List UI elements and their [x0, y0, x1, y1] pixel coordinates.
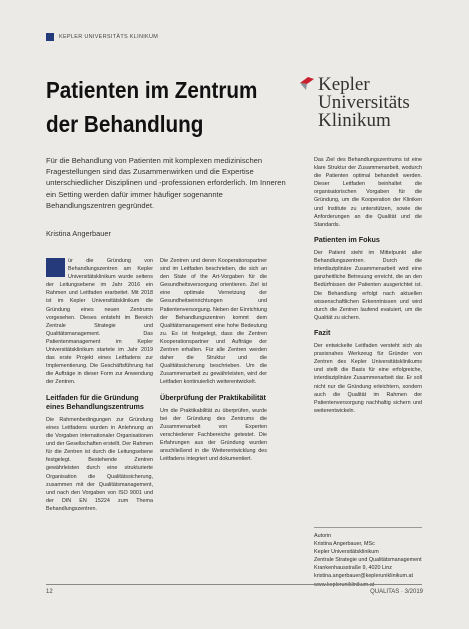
logo-line-3: Klinikum	[318, 110, 391, 131]
col1-paragraph-2: Die Rahmenbedingungen zur Gründung eines Leitfadens wurden in Anlehnung an die Vorgaben internationaler Organisationen und der Gesellschaften erstellt. Der Rahmen für die Zentren ist durch die Leitungsebene festgelegt. Bestehende Zentren gewährleisten durch eine strukturierte Organisation die Qualitätssicherung, zusammen mit der Qualitätsmanagement, und nach den Vorgaben von ISO 9001 und der DIN EN 15224 zum Thema Behandlungszentren.	[46, 416, 153, 512]
col1-subheading: Leitfaden für die Gründung eines Behandlungszentrums	[46, 392, 144, 411]
contact-divider	[314, 527, 422, 528]
kepler-logo-mark-icon	[298, 75, 316, 91]
footer-divider	[46, 584, 422, 585]
page-number: 12	[46, 589, 53, 595]
logo-line-1: Kepler	[318, 74, 370, 95]
contact-website-link[interactable]: www.kepleruniklinikum.at	[314, 581, 375, 588]
text-column-3	[314, 156, 422, 415]
col2-paragraph-2: Um die Praktikabilität zu überprüfen, wurde bei der Gründung des Zentrums die Zusammenarbeit von Experten verschiedener Fachbereiche getestet. Die Erfahrungen aus der Gründung wurden anschließend in die Weiterentwicklung des Leitfadens integriert und dokumentiert.	[160, 407, 267, 463]
col3-subheading-1: Patienten im Fokus	[314, 234, 380, 244]
text-column-2	[160, 257, 267, 463]
col2-subheading: Überprüfung der Praktikabilität	[160, 392, 266, 402]
contact-line: Kepler Universitätsklinikum	[314, 549, 379, 556]
article-intro: Für die Behandlung von Patienten mit komplexen medizinischen Fragestellungen sind das Zusammenwirken und die Expertise unterschiedlicher Disziplinen und -professionen erforderlich. Im Inneren ein Setting werden dafür immer häufiger sogenannte Behandlungszentren gegründet.	[46, 156, 286, 210]
logo-line-2: Universitäts	[318, 92, 410, 113]
publication-folio: QUALITAS · 3/2019	[370, 589, 423, 595]
headline-line-2: der Behandlung	[46, 111, 204, 137]
col2-paragraph-1: Die Zentren und deren Kooperationspartner sind im Leitfaden beschrieben, die sich an den State of the Art-Vorgaben für die Gesundheitsversorgung orientieren. Ziel ist eine optimale Vernetzung der Gesundheitseinrichtungen und Patientenversorgung. Neben der Einrichtung der Behandlungszentren kommt dem Qualitätsmanagement eine hohe Bedeutung zu. Es ist festgelegt, dass die Zentren Kooperationspartner und Aufträge der Zentren erhalten. Für alle Zentren werden daher die Struktur und die Qualitätssicherung beschrieben. Um die Zusammenarbeit zu gewährleisten, wird der Leitfaden kontinuierlich weiterentwickelt.	[160, 258, 267, 386]
col3-paragraph-2: Der Patient steht im Mittelpunkt aller Behandlungszentren. Durch die interdisziplinäre Zusammenarbeit wird eine ganzheitliche Betreuung erreicht, die an den Bedürfnissen der Patienten ausgerichtet ist. Die Behandlung erfolgt nach aktuellen wissenschaftlichen Erkenntnissen und wird durch die Zentren laufend evaluiert, um die Qualität zu sichern.	[314, 250, 422, 321]
section-marker	[46, 33, 54, 41]
contact-email-link[interactable]: kristina.angerbauer@kepleruniklinikum.at	[314, 573, 413, 580]
headline-line-1: Patienten im Zentrum	[46, 77, 258, 103]
section-tag-label: KEPLER UNIVERSITÄTS KLINIKUM	[59, 34, 159, 40]
col3-paragraph-1: Das Ziel des Behandlungszentrums ist eine klare Struktur der Zusammenarbeit, wodurch die Patienten optimal behandelt werden. Dieser Leitfaden beinhaltet die organisatorischen Vorgaben für die Gründung, um die Kooperation der Kliniken und Institute zu unterstützen, sowie die Anforderungen an die Qualität und die Standards.	[314, 157, 422, 228]
col1-paragraph-1: ür die Gründung von Behandlungszentren am Kepler Universitätsklinikum wurde seitens der Leitungsebene im Jahr 2016 ein Rahmen und Leitfaden erarbeitet. Mit 2018 ist im Kepler Universitätsklinikum die Gründung eines neuen Zentrums vorgesehen. Dieses entsteht im Bereich Zentrale Strategie und Qualitätsmanagement. Das Patientenmanagement im Kepler Universitätsklinikum startete im Jahr 2019 das erste Projekt eines Leitfadens zur Implementierung. Die Geschäftsführung hat die Aufträge in dieser Form zur Anwendung der Zentren.	[46, 258, 153, 386]
article-headline	[46, 73, 257, 141]
contact-line: Autorin	[314, 533, 332, 539]
col3-paragraph-3: Der entwickelte Leitfaden versteht sich als praxisnahes Werkzeug für Gründer von Zentren des Kepler Universitätsklinikums und stellt die Basis für eine erfolgreiche, interdisziplinäre Zusammenarbeit dar. Er soll nicht nur die Gründung erleichtern, sondern auch die Qualität im Rahmen der Patientenversorgung nachhaltig sichern und weiterentwickeln.	[314, 343, 422, 414]
contact-line: Krankenhausstraße 9, 4020 Linz	[314, 565, 392, 572]
contact-line: Kristina Angerbauer, MSc	[314, 541, 375, 548]
kepler-logo	[298, 75, 448, 145]
logo-wordmark	[318, 76, 410, 130]
section-tag	[46, 33, 158, 41]
article-author: Kristina Angerbauer	[46, 229, 111, 238]
contact-line: Zentrale Strategie und Qualitätsmanagement	[314, 557, 422, 564]
author-contact-box	[314, 527, 422, 589]
text-column-1	[46, 257, 153, 513]
col3-subheading-2: Fazit	[314, 327, 331, 337]
dropcap-box	[46, 258, 65, 277]
